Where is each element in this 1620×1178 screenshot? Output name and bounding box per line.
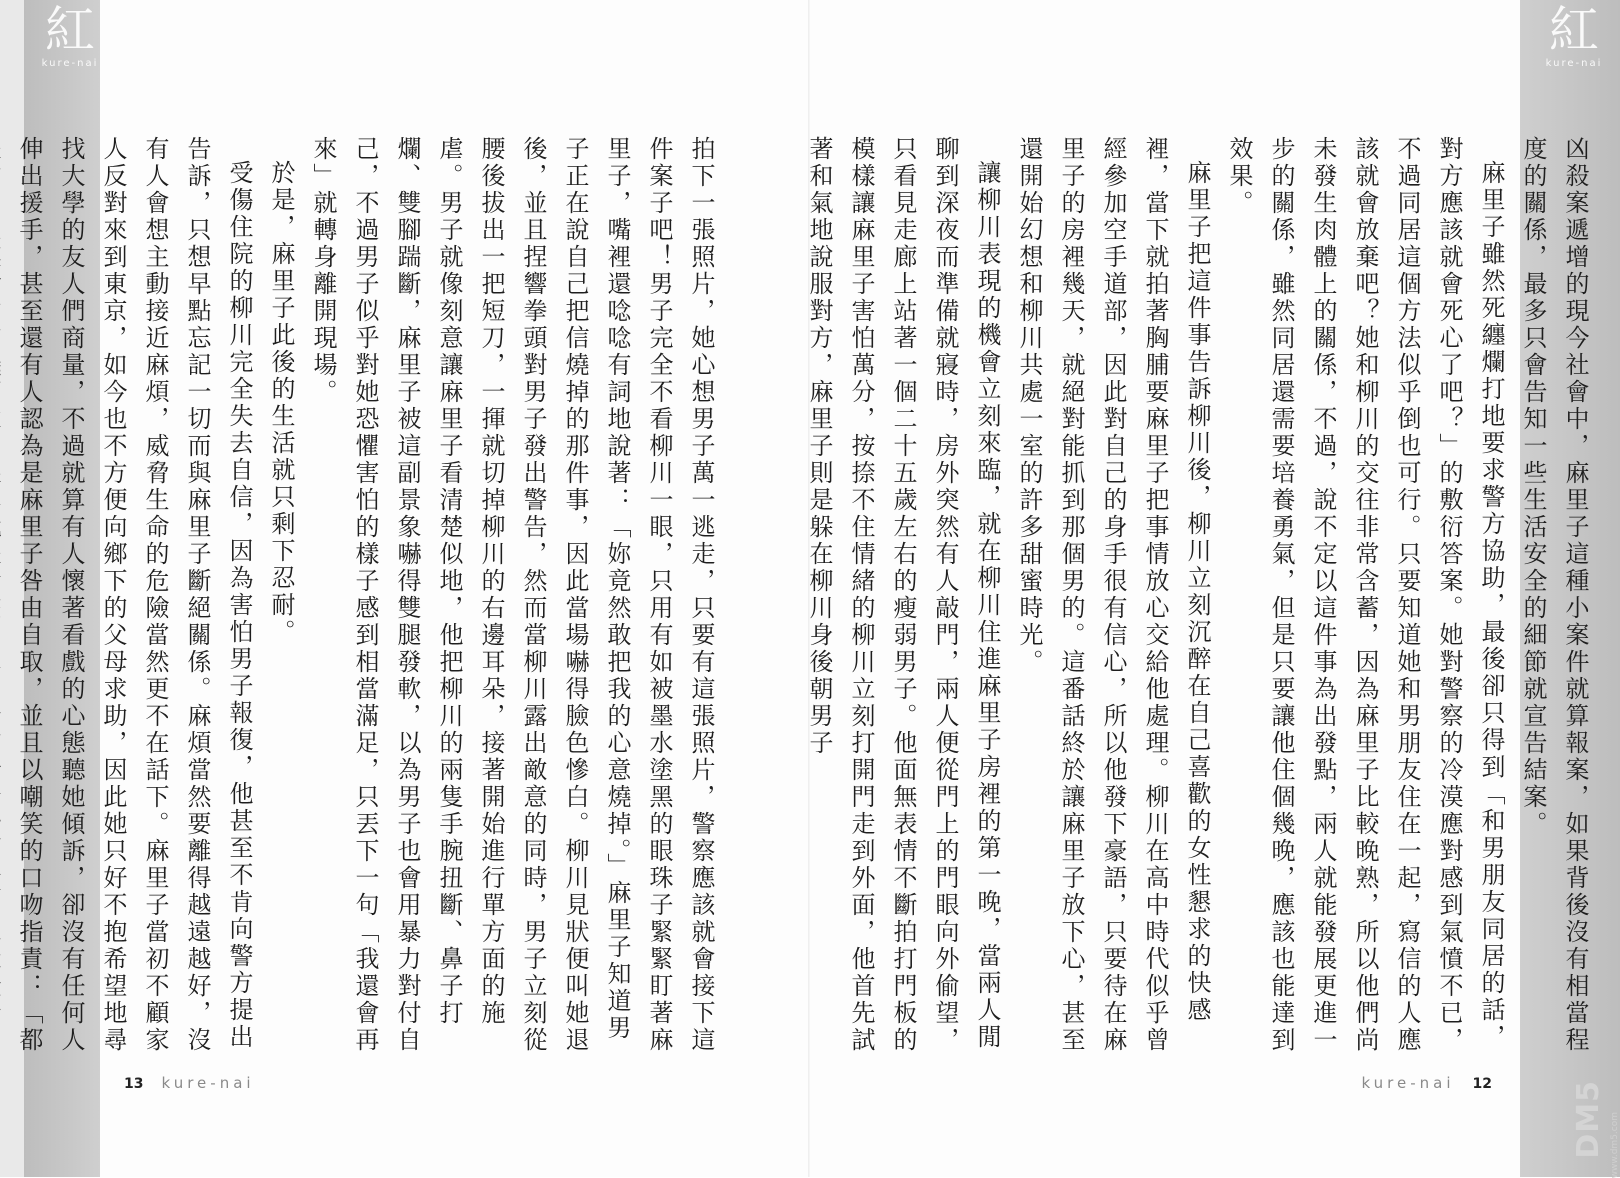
paragraph: 麻里子雖然死纏爛打地要求警方協助，最後卻只得到「和男朋友同居的話，對方應該就會死心了吧？」的敷衍答案。她對警察的冷漠應對感到氣憤不已，不過同居這個方法似乎倒也可行。只要知道她和男朋友住在一起，寫信的人應該就會放棄吧？她和柳川的交往非常含蓄，因為麻里子比較晚熟，所以他們尚未發生肉體上的關係，不過，說不定以這件事為出發點，兩人就能發展更進一步的關係，雖然同居還需要培養勇氣，但是只要讓他住個幾晚，應該也能達到效果。: [1225, 136, 1505, 1054]
watermark-logo: DM5: [1571, 1080, 1606, 1159]
series-logo: [1534, 2, 1614, 69]
page-13: [15, 0, 810, 1177]
logo-romaji: kure-nai: [41, 58, 99, 69]
paragraph: 受傷住院的柳川完全失去自信，因為害怕男子報復，他甚至不肯向警方提出告訴，只想早點忘記一切而與麻里子斷絕關係。麻煩當然要離得越遠越好，沒有人會想主動接近麻煩，威脅生命的危險當然更不在話下。麻里子當初不顧家人反對來到東京，如今也不方便向鄉下的父母求助，因此她只好不抱希望地尋找大學的友人們商量，不過就算有人懷著看戲的心態聽她傾訴，卻沒有任何人伸出援手，甚至還有人認為是麻里子咎由自取，並且以嘲笑的口吻指責：「都: [15, 136, 253, 1054]
watermark-url: www.dm5.com: [1610, 1112, 1620, 1178]
body-text: [805, 136, 1596, 1066]
paragraph: 拍下一張照片，她心想男子萬一逃走，只要有這張照片，警察應該就會接下這件案子吧！男子完全不看柳川一眼，只用有如被墨水塗黑的眼珠子緊緊盯著麻里子，嘴裡還唸唸有詞地說著：「妳竟然敢把我的心意燒掉。」麻里子知道男子正在說自己把信燒掉的那件事，因此當場嚇得臉色慘白。柳川見狀便叫她退後，並且捏響拳頭對男子發出警告，然而當柳川露出敵意的同時，男子立刻從腰後拔出一把短刀，一揮就切掉柳川的右邊耳朵，接著開始進行單方面的施虐。男子就像刻意讓麻里子看清楚似地，他把柳川的兩隻手腕扭斷、鼻子打爛、雙腳踹斷，麻里子被這副景象嚇得雙腿發軟，以為男子也會用暴力對付自己，不過男子似乎對她恐懼害怕的樣子感到相當滿足，只丟下一句「我還會再來」就轉身離開現場。: [309, 136, 715, 1054]
running-title: kure-nai: [161, 1074, 255, 1092]
page-number: 12: [1472, 1076, 1492, 1092]
body-text: [15, 136, 722, 1066]
paragraph: 於是，麻里子此後的生活就只剩下忍耐。: [267, 160, 295, 646]
paragraph: 凶殺案遞增的現今社會中，麻里子這種小案件就算報案，如果背後沒有相當程度的關係，最多只會告知一些生活安全的細節就宣告結案。: [1519, 136, 1589, 1054]
logo-kanji: 紅: [1549, 1, 1599, 59]
logo-kanji: 紅: [45, 1, 95, 59]
page-number: 13: [124, 1076, 144, 1092]
series-logo: [30, 2, 110, 69]
folio: [1361, 1074, 1492, 1092]
running-title: kure-nai: [1361, 1074, 1455, 1092]
folio: [124, 1074, 255, 1092]
logo-romaji: kure-nai: [1545, 58, 1603, 69]
paragraph: 麻里子把這件事告訴柳川後，柳川立刻沉醉在自己喜歡的女性懇求的快感裡，當下就拍著胸脯要麻里子把事情放心交給他處理。柳川在高中時代似乎曾經參加空手道部，因此對自己的身手很有信心，所以他發下豪語，只要待在麻里子的房裡幾天，就絕對能抓到那個男的。這番話終於讓麻里子放下心，甚至還開始幻想和柳川共處一室的許多甜蜜時光。: [1015, 136, 1211, 1054]
page-12: [805, 0, 1603, 1177]
paragraph: 讓柳川表現的機會立刻來臨，就在柳川住進麻里子房裡的第一晚，當兩人閒聊到深夜而準備就寢時，房外突然有人敲門，兩人便從門上的門眼向外偷望，只看見走廊上站著一個二十五歲左右的瘦弱男子。他面無表情不斷拍打門板的模樣讓麻里子害怕萬分，按捺不住情緒的柳川立刻打開門走到外面，他首先試著和氣地說服對方，麻里子則是躲在柳川身後朝男子: [805, 136, 1001, 1054]
